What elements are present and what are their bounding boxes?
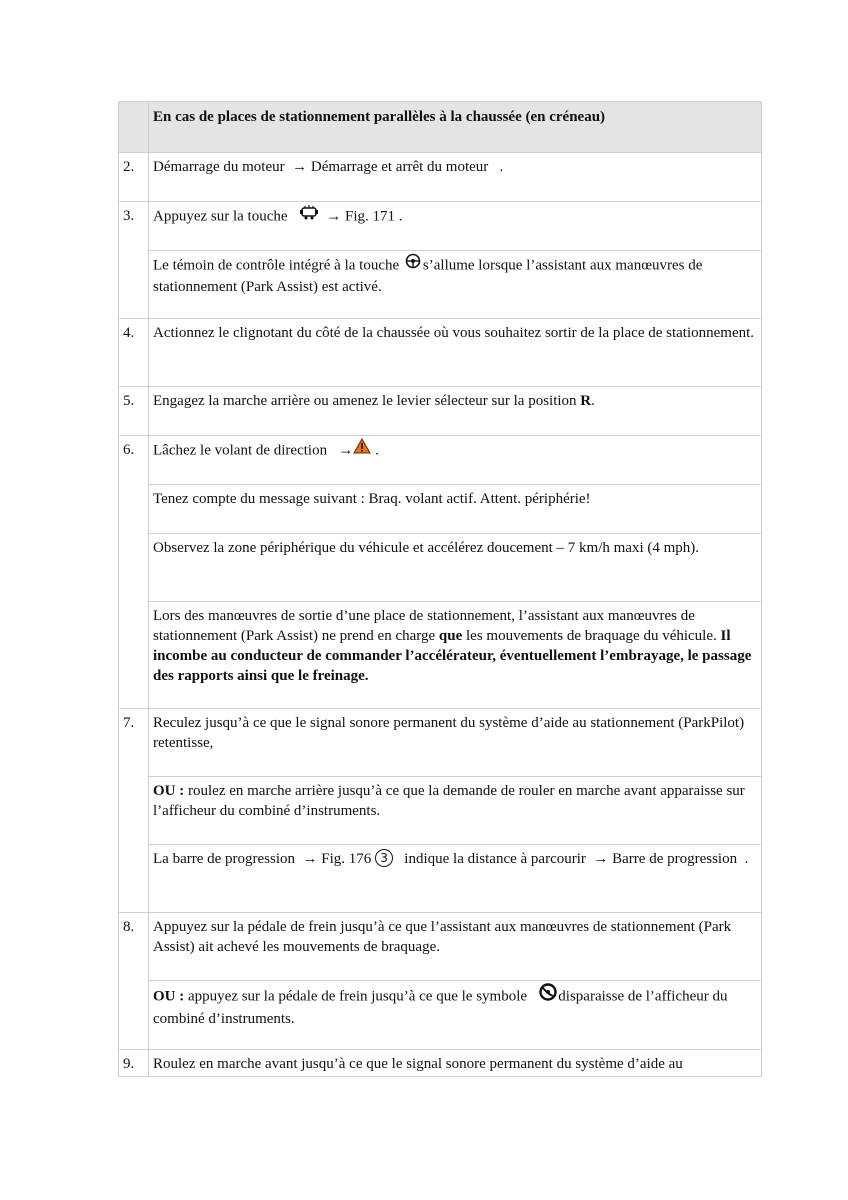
step-text: Actionnez le clignotant du côté de la chaussée où vous souhaitez sortir de la place de stationnement.	[149, 319, 762, 387]
step-text	[149, 202, 762, 251]
step-number: 3.	[119, 202, 149, 319]
table-row	[119, 709, 762, 777]
step-text: Appuyez sur la pédale de frein jusqu’à ce que l’assistant aux manœuvres de stationnement (Park Assist) ait achevé les mouvements de braquage.	[149, 913, 762, 981]
step-text-part: Démarrage du moteur	[153, 159, 285, 175]
step-text-part: Appuyez sur la touche	[153, 208, 288, 225]
step-text-part: .	[499, 159, 504, 175]
table-row	[119, 534, 762, 602]
step-text	[149, 436, 762, 485]
emphasis-text: que	[438, 628, 463, 644]
step-text-part: Lâchez le volant de direction	[153, 442, 328, 459]
step-text-part: appuyez sur la pédale de frein jusqu’à ce que le symbole	[188, 988, 528, 1005]
cross-reference-link[interactable]: Démarrage et arrêt du moteur	[310, 159, 489, 175]
step-number: 2.	[119, 153, 149, 202]
table-row	[119, 319, 762, 387]
step-text-part: Engagez la marche arrière ou amenez le levier sélecteur sur la position	[153, 393, 577, 409]
step-message: Tenez compte du message suivant : Braq. volant actif. Attent. périphérie!	[149, 485, 762, 534]
step-text-part: roulez en marche arrière jusqu’à ce que la demande de rouler en marche avant apparaisse sur l’afficheur du combiné d’instruments.	[153, 783, 745, 819]
step-number: 9.	[119, 1050, 149, 1077]
or-label: OU :	[153, 783, 185, 799]
step-number: 5.	[119, 387, 149, 436]
arrow-icon: →	[338, 442, 354, 459]
step-progress	[149, 845, 762, 913]
gear-position-label: R	[580, 393, 592, 409]
arrow-icon: →	[292, 159, 308, 175]
cross-reference-link[interactable]: Barre de progression	[612, 851, 738, 867]
step-text	[149, 387, 762, 436]
warning-triangle-icon[interactable]	[353, 438, 371, 460]
instruction-table	[118, 101, 762, 1077]
table-row	[119, 153, 762, 202]
arrow-icon: →	[593, 851, 609, 867]
table-row	[119, 845, 762, 913]
step-text-part: Lors des manœuvres de sortie d’une place de stationnement, l’assistant aux manœuvres de stationnement (Park Assist) ne prend en charge	[153, 608, 695, 644]
step-text: Roulez en marche avant jusqu’à ce que le signal sonore permanent du système d’aide au	[149, 1050, 762, 1077]
step-text-part: Le témoin de contrôle intégré à la touche	[153, 257, 400, 274]
table-row	[119, 202, 762, 251]
table-row	[119, 251, 762, 319]
steering-wheel-icon	[538, 983, 558, 1007]
arrow-icon: →	[302, 851, 318, 867]
table-row	[119, 1050, 762, 1077]
step-alternative	[149, 981, 762, 1050]
table-row	[119, 387, 762, 436]
table-row	[119, 436, 762, 485]
step-text-part: les mouvements de braquage du véhicule.	[466, 628, 717, 644]
step-number: 6.	[119, 436, 149, 709]
step-text-part: indique la distance à parcourir	[404, 851, 586, 867]
step-text-part: disparaisse de l’afficheur du combiné d’instruments.	[153, 988, 728, 1027]
step-info	[149, 602, 762, 709]
step-text-part: .	[375, 442, 379, 459]
step-text-part: .	[744, 851, 749, 867]
park-assist-icon	[299, 204, 319, 226]
steering-assist-icon	[403, 253, 423, 275]
table-header-row	[119, 102, 762, 153]
step-text	[149, 153, 762, 202]
step-text-part: .	[591, 393, 595, 409]
table-row	[119, 602, 762, 709]
warning-text: Il incombe au conducteur de commander l’accélérateur, éventuellement l’embrayage, le passage des rapports ainsi que le freinage.	[153, 628, 752, 684]
cross-reference-link[interactable]: Fig. 171 .	[345, 208, 403, 225]
step-number: 7.	[119, 709, 149, 913]
table-row	[119, 485, 762, 534]
step-note	[149, 251, 762, 319]
step-observe: Observez la zone périphérique du véhicule et accélérez doucement – 7 km/h maxi (4 mph).	[149, 534, 762, 602]
arrow-icon: →	[326, 208, 342, 225]
cross-reference-link[interactable]: Fig. 176	[321, 851, 372, 867]
step-text-part: La barre de progression	[153, 851, 296, 867]
step-text-part: s’allume lorsque l’assistant aux manœuvres de stationnement (Park Assist) est activé.	[153, 257, 703, 295]
header-num-cell	[119, 102, 149, 153]
or-label: OU :	[153, 988, 185, 1005]
table-row	[119, 777, 762, 845]
table-row	[119, 913, 762, 981]
callout-number: 3	[375, 849, 393, 867]
step-alternative	[149, 777, 762, 845]
step-number: 8.	[119, 913, 149, 1050]
step-text: Reculez jusqu’à ce que le signal sonore permanent du système d’aide au stationnement (ParkPilot) retentisse,	[149, 709, 762, 777]
section-title: En cas de places de stationnement parallèles à la chaussée (en créneau)	[149, 102, 762, 153]
step-number: 4.	[119, 319, 149, 387]
table-row	[119, 981, 762, 1050]
